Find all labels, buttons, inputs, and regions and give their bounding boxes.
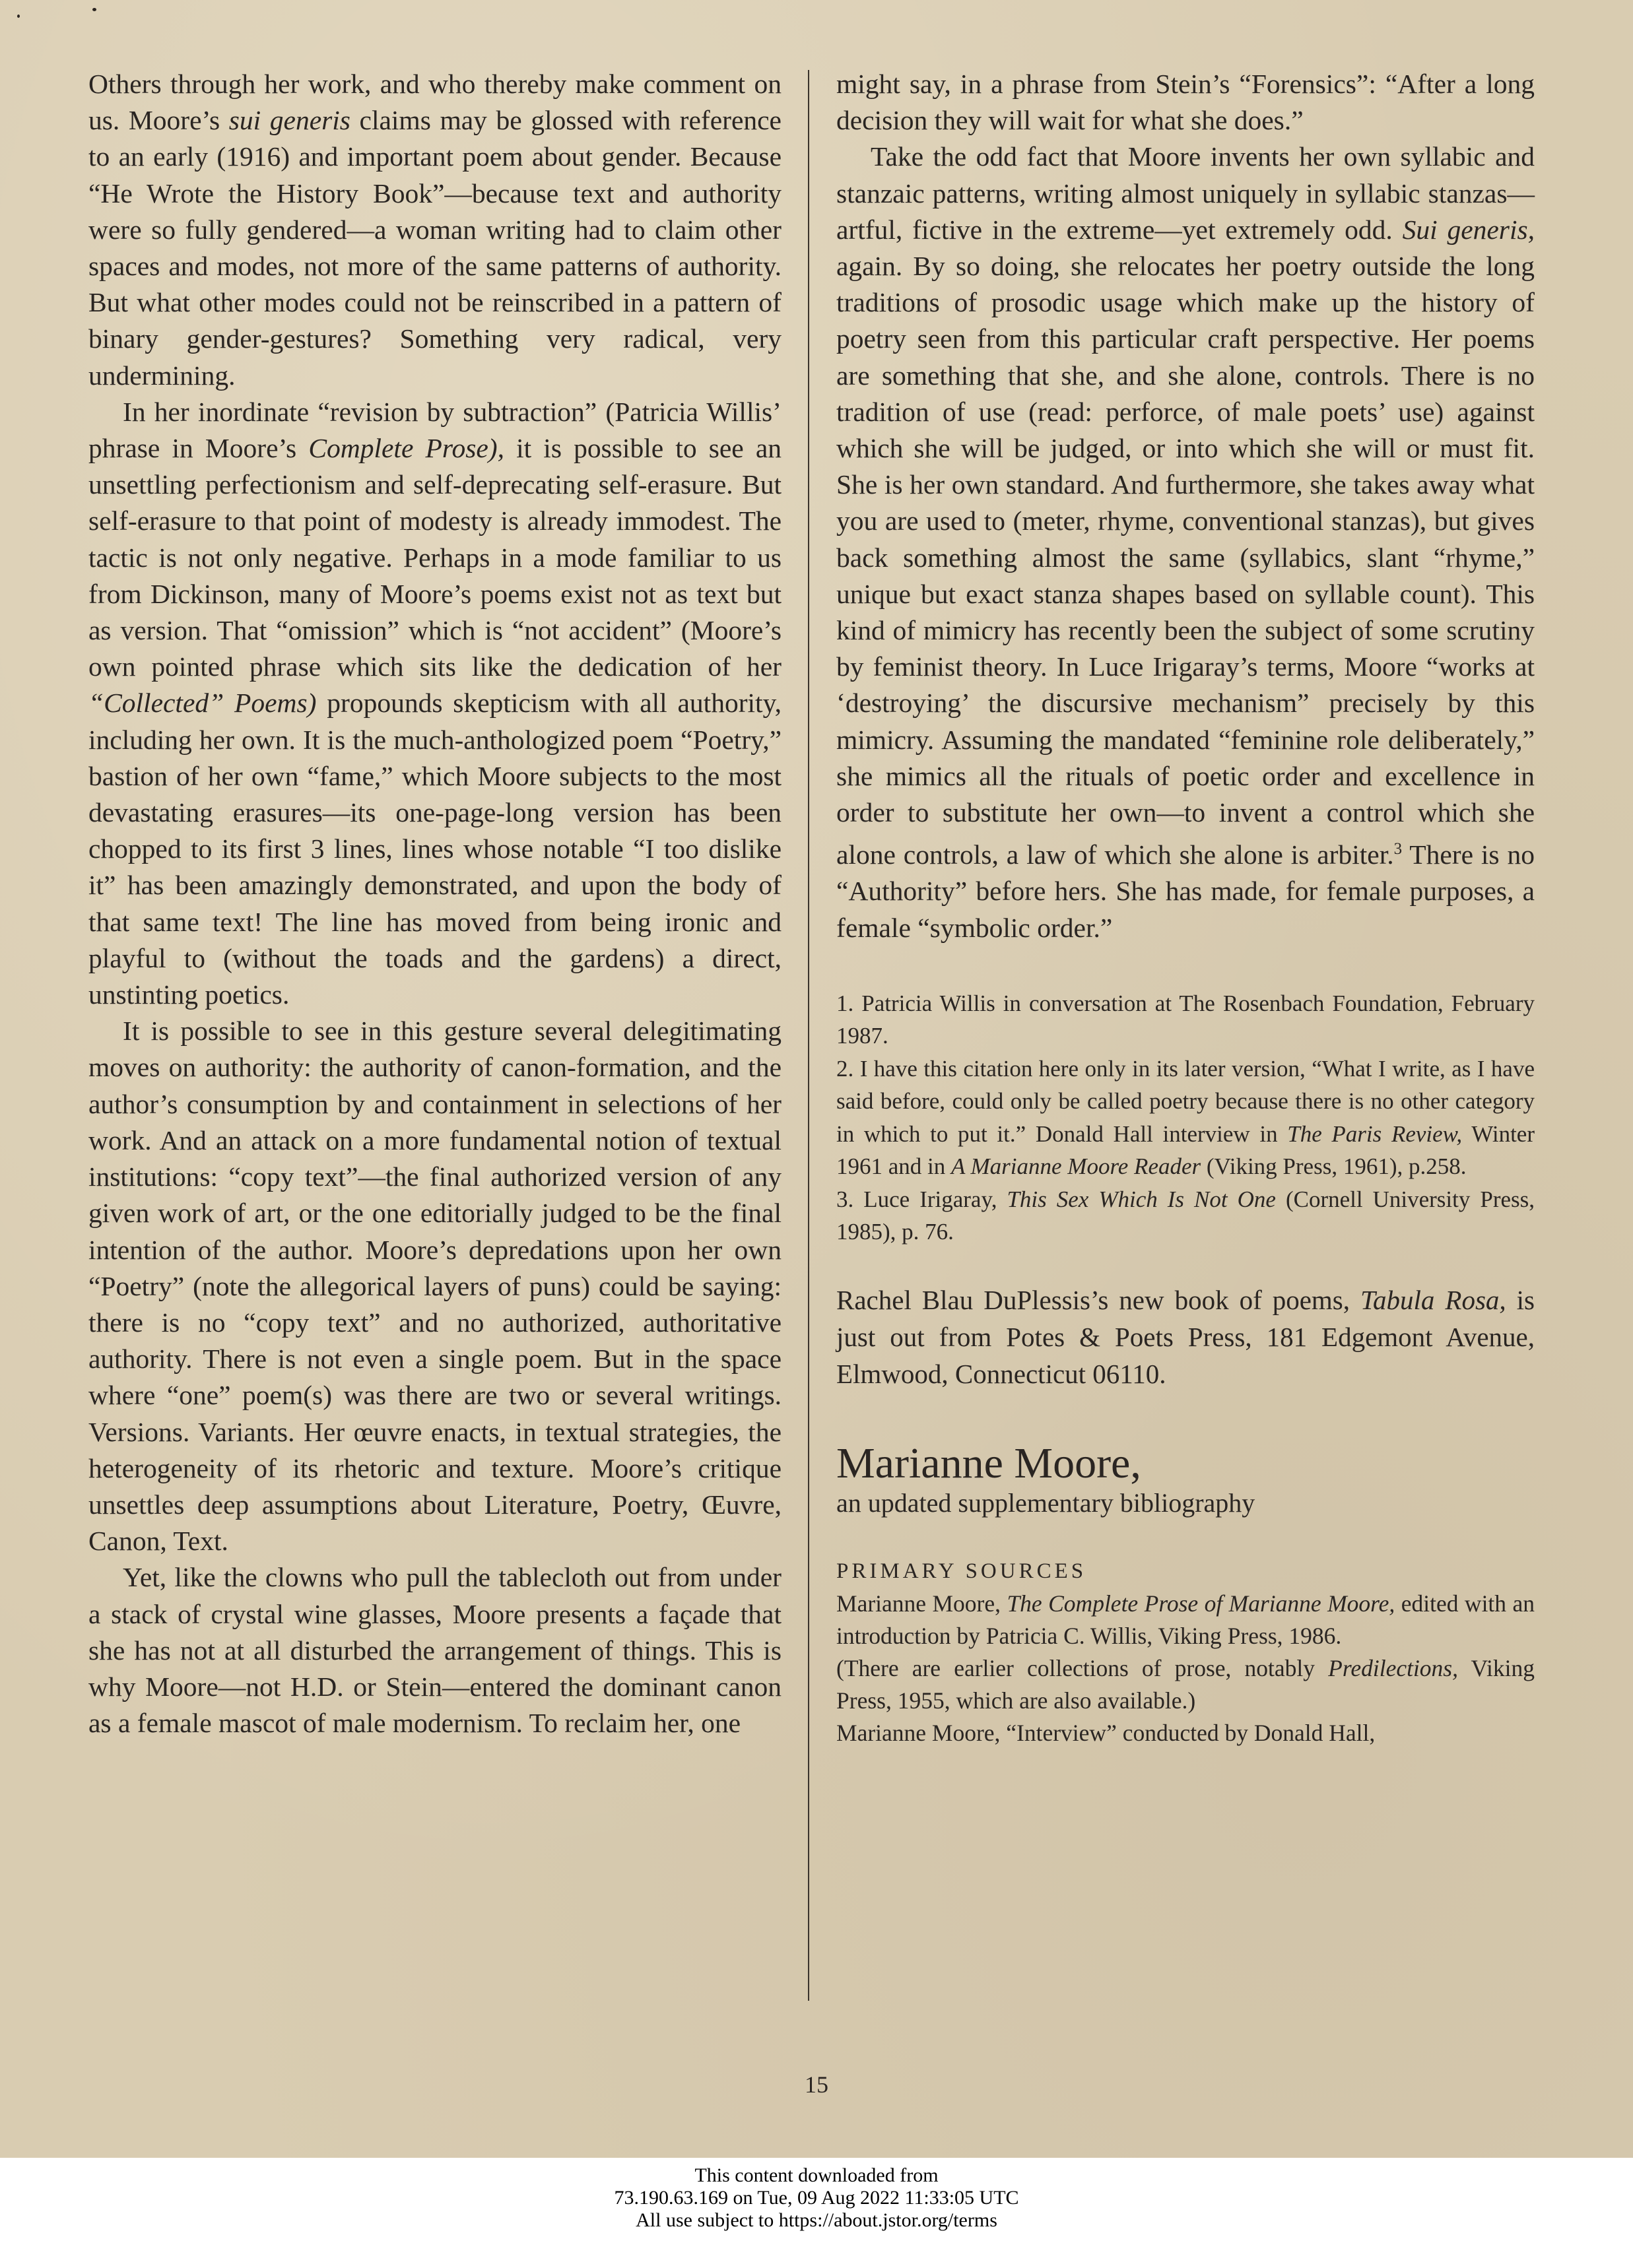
text-run: again. By so doing, she relocates her poetry outside the long traditions of prosodic usage which make up the history of poetry seen from this particular craft perspective. Her poems are something that she, and she alone, controls. There is no tradition of use (read: perforce, of male poets’ use) against which she will be judged, or into which she will or must fit. She is her own standard. And furthermore, she takes away what you are used to (meter, rhyme, conventional stanzas), but gives back something almost the same (syllabics, slant “rhyme,” unique but exact stanza shapes based on syllable count). This kind of mimicry has recently been the subject of some scrutiny by feminist theory. In Luce Irigaray’s terms, Moore “works at ‘destroying’ the discursive mechanism” precisely by this mimicry. Assuming the mandated “feminine role deliberately,” she mimics all the rituals of poetic order and excellence in order to substitute her own—to invent a control which she alone controls, a law of which she alone is arbiter. (836, 251, 1535, 870)
bibliography-subtitle: an updated supplementary bibliography (836, 1487, 1255, 1518)
text-run: Others through her work, and who thereby make comment on us. Moore’s (88, 69, 782, 136)
italic-text: The Complete Prose of Marianne Moore, (1007, 1590, 1395, 1617)
text-run: There is no “Authority” before hers. She has made, for female purposes, a female “symbolic order.” (836, 839, 1535, 943)
paragraph (88, 66, 782, 394)
text-run: Viking Press, 1955, which are also available.) (836, 1654, 1535, 1714)
text-run: edited with an introduction by Patricia C. Willis, Viking Press, 1986. (836, 1590, 1535, 1649)
text-run: In her inordinate “revision by subtraction” (Patricia Willis’ phrase in Moore’s (88, 396, 782, 464)
bibliography-entry (836, 1652, 1535, 1717)
text-run: It is possible to see in this gesture several delegitimating moves on authority: the authority of canon-formation, and the author’s consumption by and containment in selections of her work. And an attack on a more fundamental notion of textual institutions: “copy text”—the final authorized version of any given work of art, or the one editorially judged to be the final intention of the author. Moore’s depredations upon her own “Poetry” (note the allegorical layers of puns) could be saying: there is no “copy text” and no authorized, authoritative authority. There is not even a single poem. But in the space where “one” poem(s) was there are two or several writings. Versions. Variants. Her œuvre enacts, in textual strategies, the heterogeneity of its rhetoric and texture. Moore’s critique unsettles deep assumptions about Literature, Poetry, Œuvre, Canon, Text. (88, 1016, 782, 1557)
text-run: Rachel Blau DuPlessis’s new book of poems, (836, 1284, 1360, 1315)
text-run: claims may be glossed with reference to an early (1916) and important poem about gender. Because “He Wrote the History Book”—because text and authority were so fully gendered—a woman writing had to claim other spaces and modes, not more of the same patterns of authority. But what other modes could not be reinscribed in a pattern of binary gender-gestures? Something very radical, very undermining. (88, 105, 782, 391)
text-run: (There are earlier collections of prose, notably (836, 1654, 1329, 1681)
footnote (836, 1183, 1535, 1248)
italic-text: This Sex Which Is Not One (1007, 1186, 1276, 1212)
italic-text: Complete Prose), (308, 433, 504, 464)
paragraph (88, 1559, 782, 1741)
text-run: 1. Patricia Willis in conversation at The Rosenbach Foundation, February 1987. (836, 990, 1535, 1049)
left-column (88, 66, 782, 1741)
paragraph (836, 139, 1535, 946)
italic-text: sui generis (228, 105, 350, 136)
paragraph (836, 66, 1535, 139)
jstor-notice-line: All use subject to https://about.jstor.org/terms (636, 2209, 997, 2231)
scan-speck (92, 8, 96, 11)
right-column (836, 66, 1535, 1749)
text-run: 2. I have this citation here only in its later version, “What I write, as I have said before, could only be called poetry because there is no other category in which to put it.” Donald Hall interview in (836, 1055, 1535, 1147)
text-run: Winter 1961 and in (836, 1120, 1535, 1180)
text-run: propounds skepticism with all authority, including her own. It is the much-anthologized poem “Poetry,” bastion of her own “fame,” which Moore subjects to the most devastating erasures—its one-page-long version has been chopped to its first 3 lines, lines whose notable “I too dislike it” has been amazingly demonstrated, and upon the body of that same text! The line has moved from being ironic and playful to (without the toads and the gardens) a direct, unstinting poetics. (88, 688, 782, 1010)
italic-text: Sui generis, (1402, 214, 1535, 245)
text-run: Yet, like the clowns who pull the tablecloth out from under a stack of crystal wine glasses, Moore presents a façade that she has not at all disturbed the arrangement of things. This is why Moore—not H.D. or Stein—entered the dominant canon as a female mascot of male modernism. To reclaim her, one (88, 1562, 782, 1739)
bibliography-entry (836, 1588, 1535, 1652)
paragraph (88, 1013, 782, 1559)
jstor-notice-line: 73.190.63.169 on Tue, 09 Aug 2022 11:33:05 UTC (614, 2187, 1019, 2209)
right-column-body (836, 66, 1535, 946)
page-number: 15 (805, 2071, 828, 2098)
text-run: (Cornell University Press, 1985), p. 76. (836, 1186, 1535, 1245)
column-divider (808, 70, 809, 2001)
section-heading-primary-sources: PRIMARY SOURCES (836, 1559, 1087, 1583)
footnotes (836, 987, 1535, 1248)
text-run: Take the odd fact that Moore invents her own syllabic and stanzaic patterns, writing almost uniquely in syllabic stanzas—artful, fictive in the extreme—yet extremely odd. (836, 141, 1535, 245)
italic-text: The Paris Review, (1287, 1120, 1463, 1147)
bibliography-entries (836, 1588, 1535, 1749)
italic-text: Predilections, (1328, 1654, 1459, 1681)
scan-speck (17, 15, 20, 18)
italic-text: Tabula Rosa, (1360, 1284, 1506, 1315)
announcement-text (836, 1281, 1535, 1392)
footnote (836, 987, 1535, 1053)
text-run: Marianne Moore, (836, 1590, 1007, 1617)
footnote-marker: 3 (1393, 840, 1403, 859)
italic-text: “Collected” Poems) (88, 688, 317, 719)
text-run: 3. Luce Irigaray, (836, 1186, 1007, 1212)
text-run: is just out from Potes & Poets Press, 181 Edgemont Avenue, Elmwood, Connecticut 06110. (836, 1284, 1535, 1389)
footnote (836, 1053, 1535, 1183)
text-run: might say, in a phrase from Stein’s “Forensics”: “After a long decision they will wait for what she does.” (836, 69, 1535, 136)
bibliography-title: Marianne Moore, (836, 1439, 1141, 1487)
jstor-download-notice (0, 2164, 1633, 2232)
text-run: Marianne Moore, “Interview” conducted by Donald Hall, (836, 1719, 1376, 1746)
italic-text: A Marianne Moore Reader (951, 1153, 1201, 1180)
text-run: (Viking Press, 1961), p.258. (1201, 1153, 1467, 1180)
text-run: it is possible to see an unsettling perfectionism and self-deprecating self-erasure. But self-erasure to that point of modesty is already immodest. The tactic is not only negative. Perhaps in a mode familiar to us from Dickinson, many of Moore’s poems exist not as text but as version. That “omission” which is “not accident” (Moore’s own pointed phrase which sits like the dedication of her (88, 433, 782, 682)
book-announcement (836, 1281, 1535, 1392)
jstor-notice-line: This content downloaded from (694, 2164, 939, 2186)
paragraph (88, 394, 782, 1013)
bibliography-entry (836, 1717, 1535, 1749)
